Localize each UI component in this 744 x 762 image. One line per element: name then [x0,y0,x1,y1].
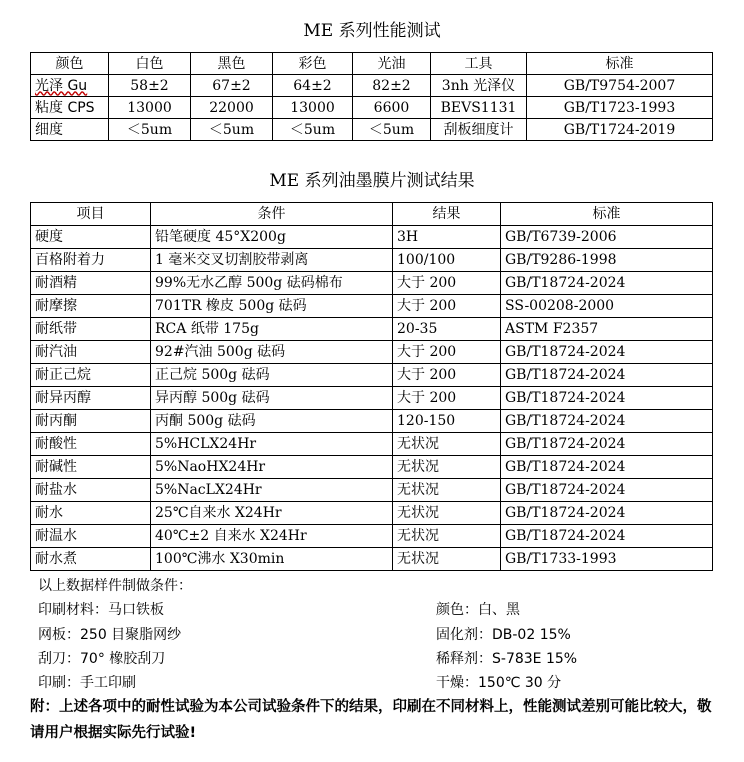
standard-cell: GB/T18724-2024 [501,410,713,433]
result-cell: 大于 200 [393,341,501,364]
condition-cell: 92#汽油 500g 砝码 [151,341,393,364]
condition-cell: 701TR 橡皮 500g 砝码 [151,295,393,318]
standard-cell: GB/T1733-1993 [501,548,713,571]
row-label: 百格附着力 [31,249,151,272]
condition-cell: 100℃沸水 X30min [151,548,393,571]
standard-cell: GB/T18724-2024 [501,525,713,548]
table-row [31,479,713,502]
table-row [31,364,713,387]
table-row [31,272,713,295]
table-cell: 6600 [353,97,431,119]
table-cell: ＜5um [273,119,353,141]
table-row [31,75,713,97]
header-cell: 结果 [393,203,501,226]
condition-right: 稀释剂：S-783E 15% [436,651,578,667]
header-cell: 标准 [527,53,713,75]
condition-right: 干燥：150℃ 30 分 [436,675,562,691]
table-cell: 刮板细度计 [431,119,527,141]
table-row [31,226,713,249]
table-cell: BEVS1131 [431,97,527,119]
row-label: 耐盐水 [31,479,151,502]
footnote: 附：上述各项中的耐性试验为本公司试验条件下的结果，印刷在不同材料上，性能测试差别可能比较大，敬请用户根据实际先行试验! [30,699,712,741]
table-row [31,97,713,119]
header-cell: 彩色 [273,53,353,75]
header-cell: 黑色 [191,53,273,75]
result-cell: 20-35 [393,318,501,341]
row-label: 耐丙酮 [31,410,151,433]
table-cell: 82±2 [353,75,431,97]
row-label: 耐碱性 [31,456,151,479]
table2-title: ME 系列油墨膜片测试结果 [269,171,475,191]
standard-cell: GB/T18724-2024 [501,387,713,410]
table-cell: 22000 [191,97,273,119]
row-label: 耐水 [31,502,151,525]
table-cell: ＜5um [353,119,431,141]
header-cell: 光油 [353,53,431,75]
standard-cell: GB/T9286-1998 [501,249,713,272]
result-cell: 大于 200 [393,364,501,387]
result-cell: 120-150 [393,410,501,433]
row-label: 耐正己烷 [31,364,151,387]
table-row [31,456,713,479]
table-cell: GB/T1724-2019 [527,119,713,141]
row-label: 耐酸性 [31,433,151,456]
performance-table [30,52,713,141]
result-cell: 无状况 [393,548,501,571]
standard-cell: GB/T6739-2006 [501,226,713,249]
row-label: 耐异丙醇 [31,387,151,410]
condition-right: 颜色：白、黑 [436,602,520,618]
table-cell: ＜5um [191,119,273,141]
condition-left: 印刷：手工印刷 [38,675,136,691]
header-cell: 白色 [109,53,191,75]
table-cell: 13000 [109,97,191,119]
standard-cell: GB/T18724-2024 [501,341,713,364]
result-cell: 无状况 [393,479,501,502]
row-label: 光泽 Gu [31,75,109,97]
table-row [31,318,713,341]
condition-cell: 25℃自来水 X24Hr [151,502,393,525]
row-label: 耐纸带 [31,318,151,341]
table-row [31,295,713,318]
table-row [31,525,713,548]
standard-cell: GB/T18724-2024 [501,272,713,295]
standard-cell: GB/T18724-2024 [501,364,713,387]
film-test-table [30,202,713,571]
row-label: 细度 [31,119,109,141]
table-row [31,341,713,364]
header-cell: 工具 [431,53,527,75]
table-row [31,387,713,410]
condition-right: 固化剂：DB-02 15% [436,627,571,643]
condition-cell: 正己烷 500g 砝码 [151,364,393,387]
standard-cell: GB/T18724-2024 [501,456,713,479]
result-cell: 无状况 [393,525,501,548]
table-header-row [31,53,713,75]
result-cell: 大于 200 [393,387,501,410]
result-cell: 3H [393,226,501,249]
standard-cell: ASTM F2357 [501,318,713,341]
row-label: 耐酒精 [31,272,151,295]
condition-left: 印刷材料：马口铁板 [38,602,164,618]
standard-cell: GB/T18724-2024 [501,433,713,456]
result-cell: 100/100 [393,249,501,272]
standard-cell: SS-00208-2000 [501,295,713,318]
condition-cell: 1 毫米交叉切割胶带剥离 [151,249,393,272]
result-cell: 无状况 [393,502,501,525]
table-cell: 64±2 [273,75,353,97]
condition-cell: 5%HCLX24Hr [151,433,393,456]
row-label: 耐汽油 [31,341,151,364]
table-row [31,249,713,272]
condition-cell: 99%无水乙醇 500g 砝码棉布 [151,272,393,295]
condition-left: 刮刀：70° 橡胶刮刀 [38,651,166,667]
condition-left: 网板：250 目聚脂网纱 [38,627,182,643]
row-label: 耐温水 [31,525,151,548]
result-cell: 无状况 [393,433,501,456]
header-cell: 颜色 [31,53,109,75]
table-row [31,433,713,456]
table-cell: 13000 [273,97,353,119]
result-cell: 大于 200 [393,295,501,318]
result-cell: 大于 200 [393,272,501,295]
standard-cell: GB/T18724-2024 [501,479,713,502]
condition-cell: 40℃±2 自来水 X24Hr [151,525,393,548]
row-label: 耐水煮 [31,548,151,571]
conditions-heading: 以上数据样件制做条件： [38,578,192,594]
table-row [31,548,713,571]
condition-cell: 5%NacLX24Hr [151,479,393,502]
standard-cell: GB/T18724-2024 [501,502,713,525]
header-cell: 项目 [31,203,151,226]
table-cell: 3nh 光泽仪 [431,75,527,97]
header-cell: 条件 [151,203,393,226]
table-cell: 67±2 [191,75,273,97]
table-row [31,502,713,525]
condition-cell: RCA 纸带 175g [151,318,393,341]
row-label: 耐摩擦 [31,295,151,318]
row-label: 粘度 CPS [31,97,109,119]
table-cell: ＜5um [109,119,191,141]
condition-cell: 5%NaoHX24Hr [151,456,393,479]
condition-cell: 异丙醇 500g 砝码 [151,387,393,410]
table-row [31,119,713,141]
table-cell: GB/T9754-2007 [527,75,713,97]
result-cell: 无状况 [393,456,501,479]
condition-cell: 铅笔硬度 45°X200g [151,226,393,249]
table-header-row [31,203,713,226]
table1-title: ME 系列性能测试 [303,21,441,41]
condition-cell: 丙酮 500g 砝码 [151,410,393,433]
table-row [31,410,713,433]
table-cell: 58±2 [109,75,191,97]
table-cell: GB/T1723-1993 [527,97,713,119]
row-label: 硬度 [31,226,151,249]
header-cell: 标准 [501,203,713,226]
